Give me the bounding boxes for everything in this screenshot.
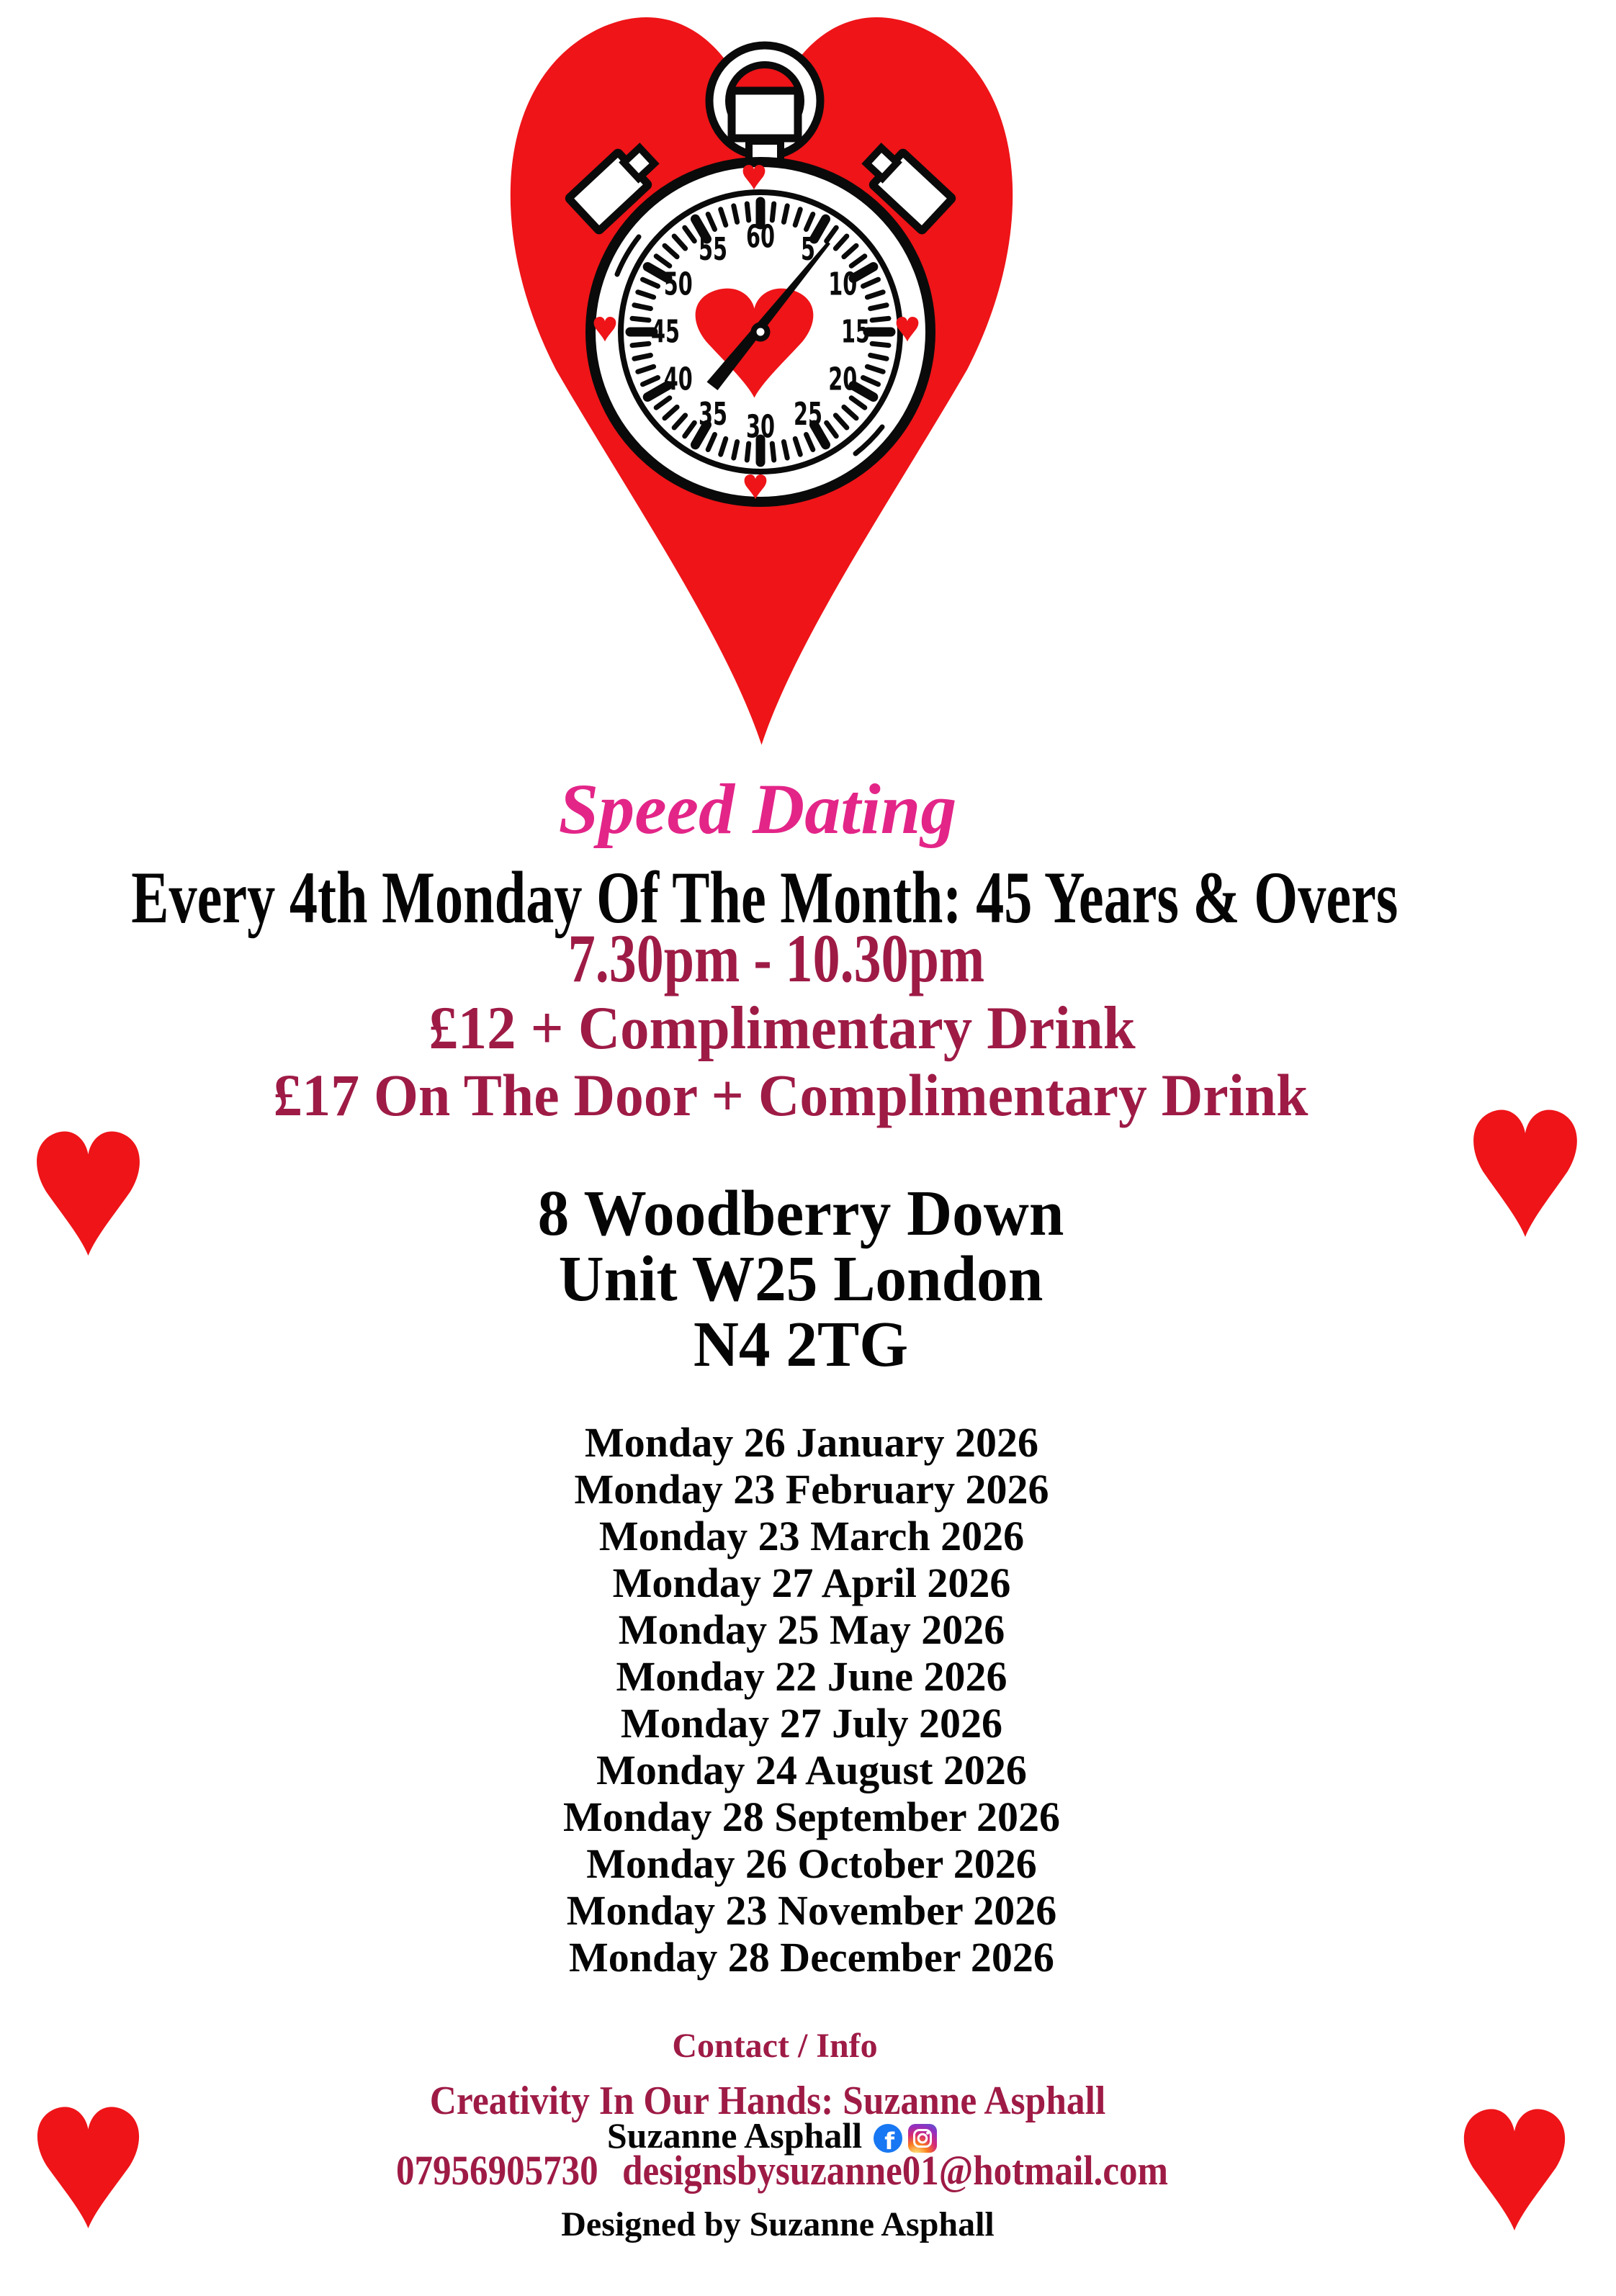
event-date: Monday 23 November 2026 (566, 1887, 1057, 1934)
contact-name: Suzanne Asphall (606, 2115, 863, 2156)
dial-number: 45 (651, 313, 680, 351)
design-credit: Designed by Suzanne Asphall (561, 2205, 995, 2243)
dial-number: 20 (828, 361, 858, 398)
stopwatch-hand-pivot (751, 323, 771, 342)
event-dates-list (4, 1419, 1616, 1981)
dial-number: 5 (801, 231, 815, 269)
price-door: £17 On The Door + Complimentary Drink (273, 1062, 1308, 1128)
facebook-f-letter: f (884, 2128, 895, 2153)
contact-heading: Contact / Info (672, 2027, 878, 2065)
event-date: Monday 26 October 2026 (586, 1840, 1037, 1887)
event-date: Monday 23 March 2026 (598, 1513, 1025, 1559)
event-date: Monday 27 April 2026 (612, 1559, 1011, 1606)
dial-number: 55 (699, 231, 727, 269)
event-date: Monday 22 June 2026 (616, 1653, 1007, 1700)
dial-number: 15 (841, 313, 870, 351)
dial-number: 40 (663, 361, 693, 398)
event-date: Monday 24 August 2026 (596, 1747, 1027, 1793)
dial-number: 60 (746, 218, 775, 256)
page-title: Speed Dating (558, 769, 957, 849)
contact-phone: 07956905730 (395, 2147, 598, 2194)
event-recurrence: Every 4th Monday Of The Month: 45 Years & Overs (131, 857, 1399, 939)
venue-line-3: N4 2TG (693, 1309, 909, 1380)
venue-line-2: Unit W25 London (558, 1243, 1043, 1315)
contact-phone-email-row (71, 2147, 1494, 2194)
dial-number: 30 (746, 408, 775, 446)
heart-stopwatch-graphic (432, 0, 1080, 778)
contact-email: designsbysuzanne01@hotmail.com (622, 2147, 1169, 2194)
event-date: Monday 28 December 2026 (569, 1934, 1054, 1981)
business-name: Creativity In Our Hands: Suzanne Asphall (429, 2079, 1106, 2123)
event-date: Monday 27 July 2026 (620, 1700, 1003, 1747)
price-advance: £12 + Complimentary Drink (428, 994, 1136, 1062)
event-date: Monday 28 September 2026 (562, 1793, 1061, 1840)
event-time: 7.30pm - 10.30pm (567, 920, 985, 996)
venue-address (17, 1178, 1585, 1380)
dial-number: 35 (699, 395, 727, 433)
dial-number: 50 (663, 266, 693, 303)
venue-line-1: 8 Woodberry Down (537, 1178, 1064, 1249)
dial-number: 25 (794, 395, 822, 433)
dial-number: 10 (828, 266, 858, 303)
event-date: Monday 26 January 2026 (584, 1419, 1038, 1466)
event-date: Monday 25 May 2026 (618, 1606, 1005, 1653)
event-date: Monday 23 February 2026 (574, 1466, 1049, 1513)
